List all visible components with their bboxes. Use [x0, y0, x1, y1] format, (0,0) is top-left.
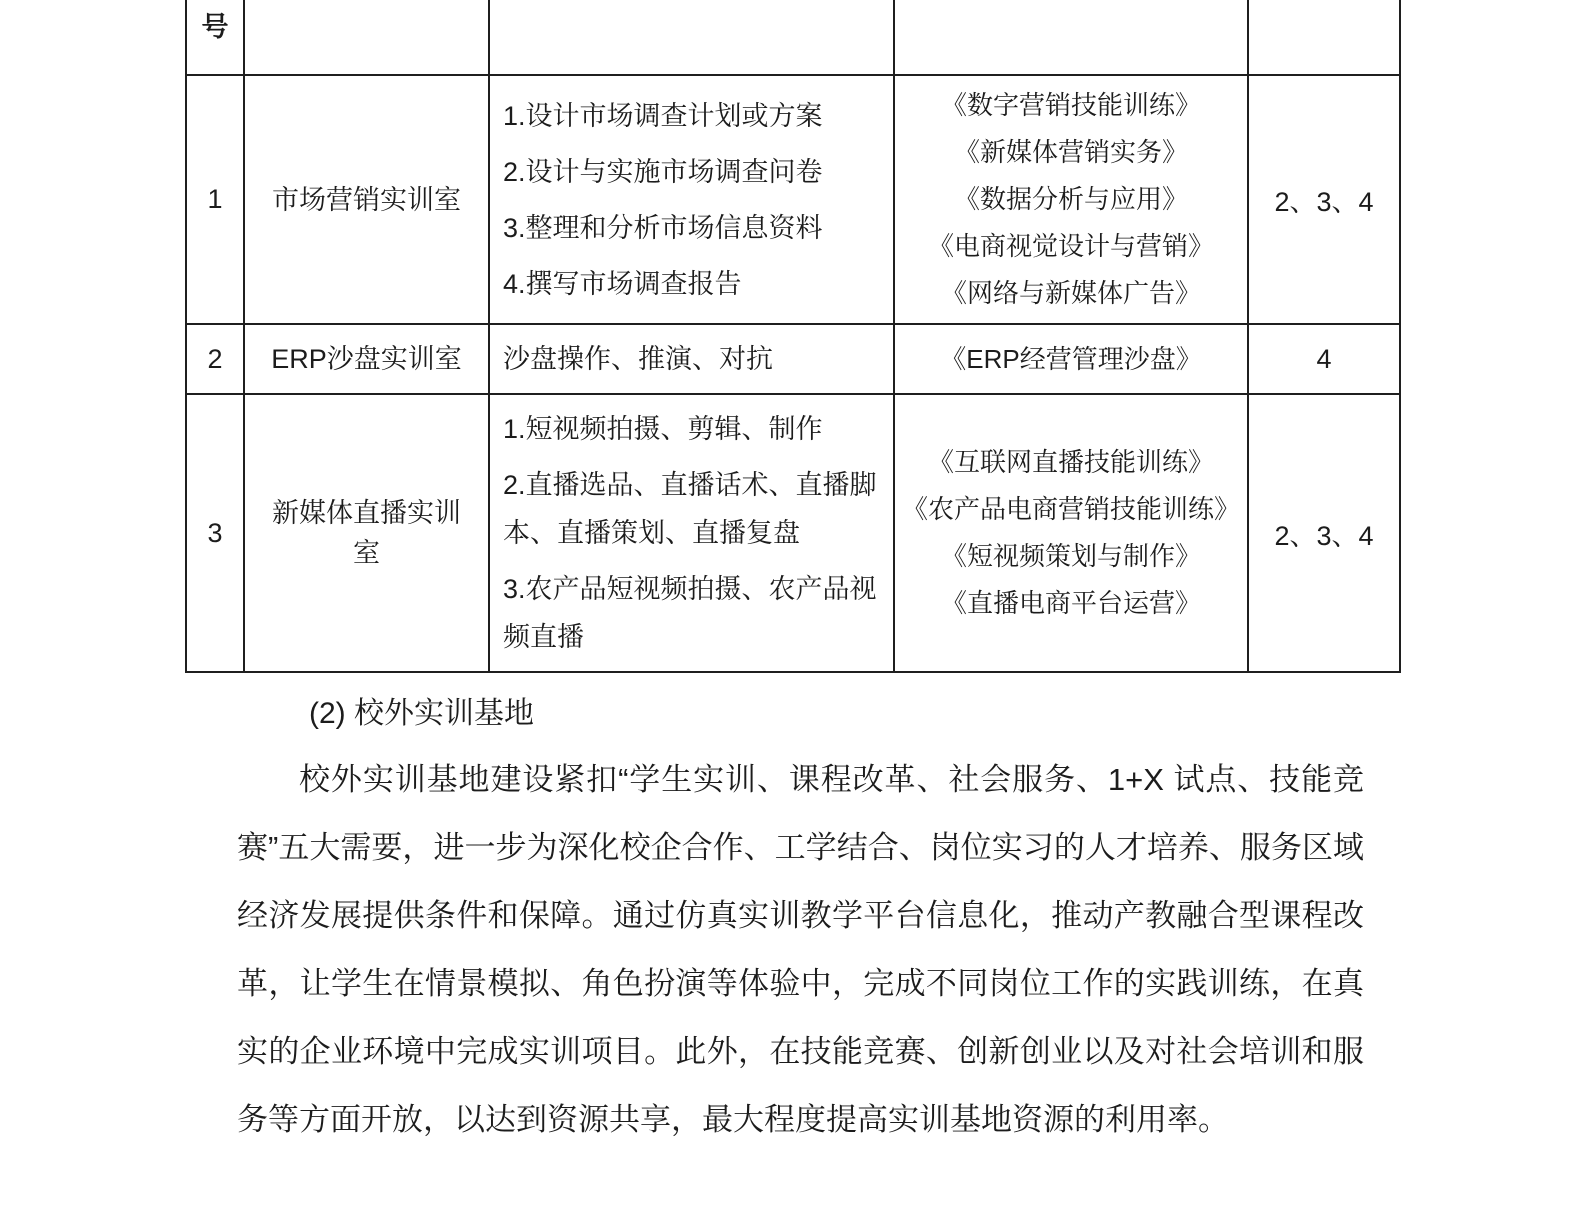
- task-item: 2.直播选品、直播话术、直播脚本、直播策划、直播复盘: [503, 470, 877, 548]
- body-paragraph: 校外实训基地建设紧扣“学生实训、课程改革、社会服务、1+X 试点、技能竞赛”五大需要，进一步为深化校企合作、工学结合、岗位实习的人才培养、服务区域经济发展提供条件和保障。通过仿真实训教学平台信息化，推动产教融合型课程改革，让学生在情景模拟、角色扮演等体验中，完成不同岗位工作的实践训练，在真实的企业环境中完成实训项目。此外，在技能竞赛、创新创业以及对社会培训和服务等方面开放，以达到资源共享，最大程度提高实训基地资源的利用率。: [237, 762, 1364, 1137]
- cell-courses: [894, 324, 1248, 394]
- cell-semesters: 4: [1248, 324, 1400, 394]
- course-title: 《ERP经营管理沙盘》: [940, 343, 1202, 374]
- header-cell-tasks: [489, 0, 894, 75]
- cell-courses: [894, 75, 1248, 324]
- table-row: [186, 324, 1400, 394]
- task-item: 4.撰写市场调查报告: [503, 268, 742, 299]
- course-title: 《新媒体营销实务》: [953, 137, 1188, 167]
- course-title: 《农产品电商营销技能训练》: [901, 494, 1240, 524]
- course-title: 《直播电商平台运营》: [940, 588, 1201, 618]
- cell-semesters: 2、3、4: [1248, 394, 1400, 672]
- cell-courses: [894, 394, 1248, 672]
- room-name-text: 市场营销实训室: [272, 184, 461, 215]
- table-body: [186, 75, 1400, 672]
- task-item: 2.设计与实施市场调查问卷: [503, 156, 823, 187]
- table-header-row: [186, 0, 1400, 75]
- cell-semesters: 2、3、4: [1248, 75, 1400, 324]
- course-title: 《数字营销技能训练》: [940, 90, 1201, 120]
- table-row: [186, 75, 1400, 324]
- cell-tasks: [489, 324, 894, 394]
- cell-room-name: [244, 75, 489, 324]
- cell-row-number: 2: [186, 324, 244, 394]
- cell-tasks: [489, 394, 894, 672]
- header-number-label: 号: [201, 12, 229, 42]
- cell-room-name: [244, 394, 489, 672]
- room-name-text: 新媒体直播实训室: [271, 498, 461, 568]
- training-rooms-table: [185, 0, 1401, 673]
- task-item: 1.设计市场调查计划或方案: [503, 100, 823, 131]
- cell-tasks: [489, 75, 894, 324]
- task-item: 3.农产品短视频拍摄、农产品视频直播: [503, 574, 877, 652]
- course-title: 《数据分析与应用》: [953, 184, 1188, 214]
- header-cell-number: [186, 0, 244, 75]
- cell-row-number: 3: [186, 394, 244, 672]
- header-cell-room: [244, 0, 489, 75]
- task-item: 3.整理和分析市场信息资料: [503, 212, 823, 243]
- room-name-text: ERP沙盘实训室: [271, 344, 462, 374]
- task-item: 1.短视频拍摄、剪辑、制作: [503, 414, 823, 444]
- course-title: 《电商视觉设计与营销》: [927, 231, 1214, 261]
- header-cell-courses: [894, 0, 1248, 75]
- header-cell-semesters: [1248, 0, 1400, 75]
- course-title: 《短视频策划与制作》: [940, 541, 1201, 571]
- course-title: 《网络与新媒体广告》: [940, 278, 1201, 308]
- table-row: [186, 394, 1400, 672]
- course-title: 《互联网直播技能训练》: [927, 447, 1214, 477]
- section-heading: (2) 校外实训基地: [309, 697, 534, 730]
- cell-row-number: 1: [186, 75, 244, 324]
- cell-room-name: [244, 324, 489, 394]
- task-item: 沙盘操作、推演、对抗: [503, 344, 773, 374]
